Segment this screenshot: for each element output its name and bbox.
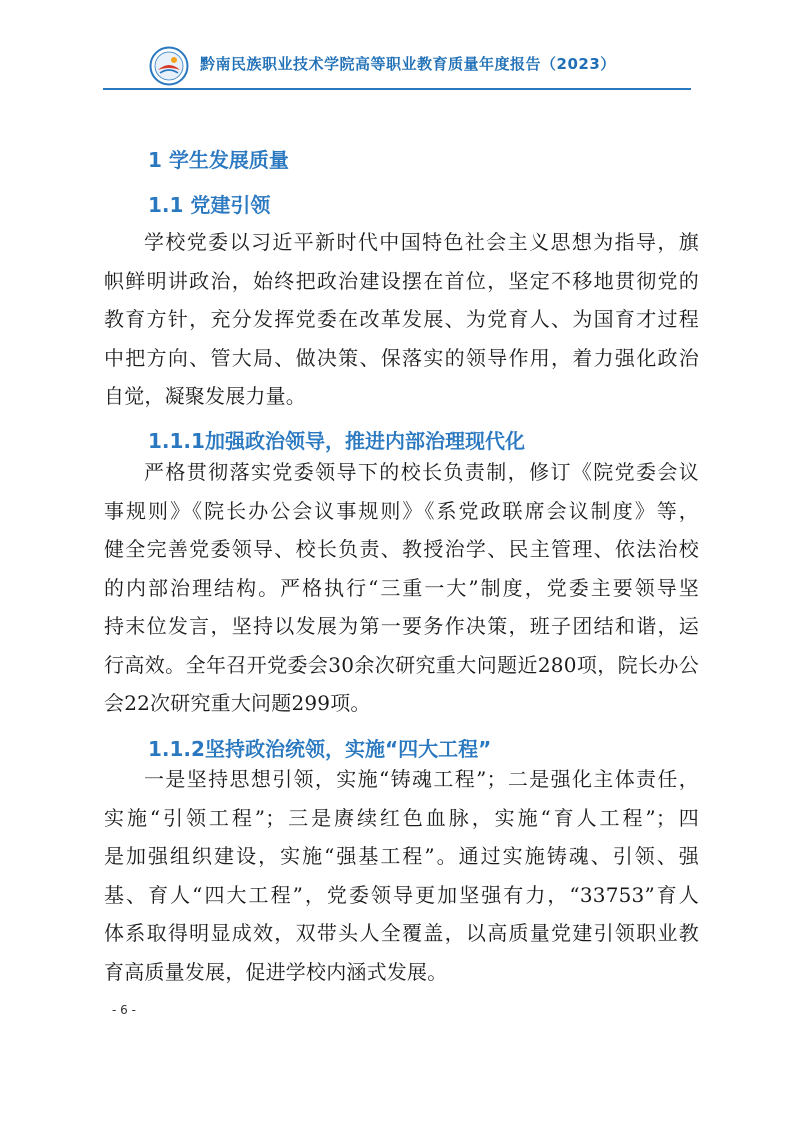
paragraph-line: 是加强组织建设，实施“强基工程”。通过实施铸魂、引领、强 xyxy=(104,844,699,868)
header-divider xyxy=(103,88,691,90)
paragraph-line: 健全完善党委领导、校长负责、教授治学、民主管理、依法治校 xyxy=(104,537,699,561)
paragraph-line: 持末位发言，坚持以发展为第一要务作决策，班子团结和谐，运 xyxy=(104,614,699,638)
paragraph-line: 自觉，凝聚发展力量。 xyxy=(104,384,306,408)
paragraph-line: 学校党委以习近平新时代中国特色社会主义思想为指导，旗 xyxy=(144,230,699,254)
intro-paragraph xyxy=(104,223,699,416)
paragraph-line: 育高质量发展，促进学校内涵式发展。 xyxy=(104,959,448,984)
page-number: - 6 - xyxy=(112,1003,136,1017)
paragraph-line: 事规则》《院长办公会议事规则》《系党政联席会议制度》等， xyxy=(104,498,699,523)
school-logo-icon xyxy=(149,46,189,86)
page-header xyxy=(0,40,793,86)
paragraph-line: 行高效。全年召开党委会30余次研究重大问题近280项，院长办公 xyxy=(104,652,699,677)
paragraph-line: 会22次研究重大问题299项。 xyxy=(104,691,371,715)
subsection-heading-1-1-1: 1.1.1加强政治领导，推进内部治理现代化 xyxy=(148,429,525,453)
governance-paragraph xyxy=(104,453,699,723)
section-heading-1-1: 1.1 党建引领 xyxy=(148,193,271,217)
paragraph-line: 一是坚持思想引领，实施“铸魂工程”；二是强化主体责任， xyxy=(144,767,699,791)
paragraph-line: 帜鲜明讲政治，始终把政治建设摆在首位，坚定不移地贯彻党的 xyxy=(104,268,699,293)
four-projects-paragraph xyxy=(104,760,699,991)
section-heading-1: 1 学生发展质量 xyxy=(148,148,289,172)
paragraph-line: 中把方向、管大局、做决策、保落实的领导作用，着力强化政治 xyxy=(104,345,699,370)
paragraph-line: 教育方针，充分发挥党委在改革发展、为党育人、为国育才过程 xyxy=(104,307,699,331)
paragraph-line: 的内部治理结构。严格执行“三重一大”制度，党委主要领导坚 xyxy=(104,575,699,600)
report-title: 黔南民族职业技术学院高等职业教育质量年度报告（2023） xyxy=(200,55,616,73)
paragraph-line: 基、育人“四大工程”，党委领导更加坚强有力，“33753”育人 xyxy=(104,882,699,907)
paragraph-line: 严格贯彻落实党委领导下的校长负责制，修订《院党委会议 xyxy=(144,460,699,484)
paragraph-line: 实施“引领工程”；三是赓续红色血脉，实施“育人工程”；四 xyxy=(104,805,699,830)
paragraph-line: 体系取得明显成效，双带头人全覆盖，以高质量党建引领职业教 xyxy=(104,921,699,945)
subsection-heading-1-1-2: 1.1.2坚持政治统领，实施“四大工程” xyxy=(148,737,492,761)
